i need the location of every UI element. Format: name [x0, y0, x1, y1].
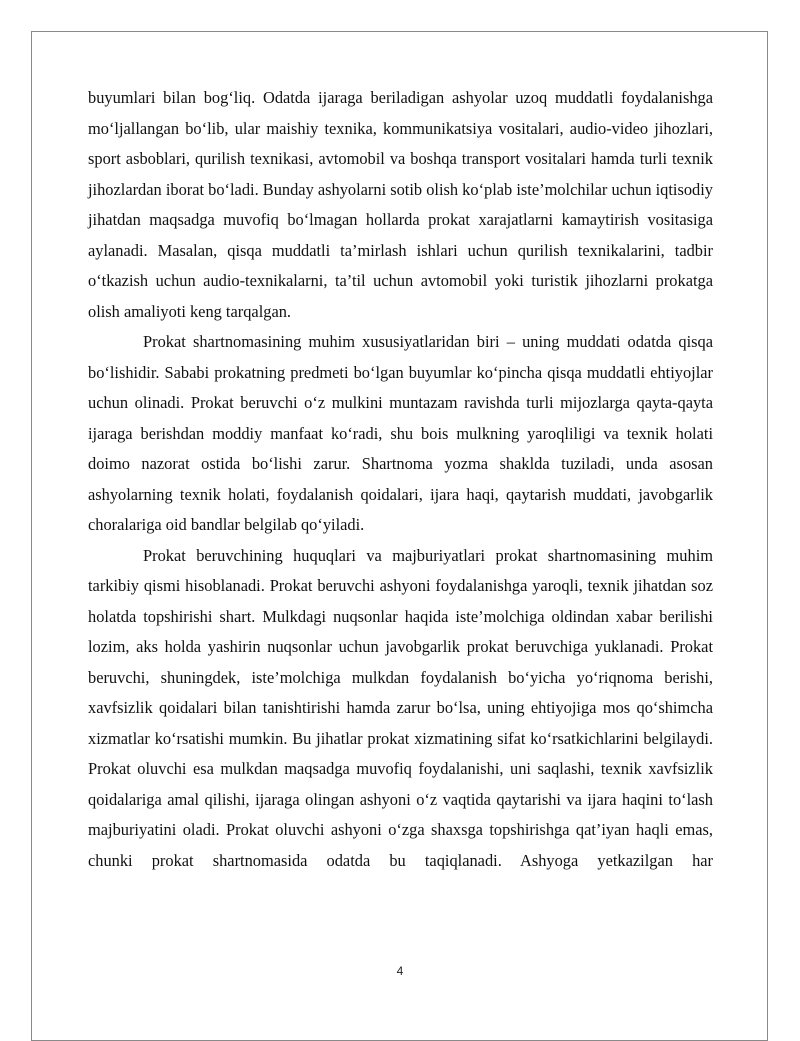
page-number: 4 — [396, 964, 404, 978]
paragraph-continued: buyumlari bilan bog‘liq. Odatda ijaraga beriladigan ashyolar uzoq muddatli foydalanishga mo‘ljallangan bo‘lib, ular maishiy texnika, kommunikatsiya vositalari, audio-video jihozlari, sport asboblari, qurilish texnikasi, avtomobil va boshqa transport vositalari hamda turli texnik jihozlardan iborat bo‘ladi. Bunday ashyolarni sotib olish ko‘plab iste’molchilar uchun iqtisodiy jihatdan maqsadga muvofiq bo‘lmagan hollarda prokat xarajatlarni kamaytirish vositasiga aylanadi. Masalan, qisqa muddatli ta’mirlash ishlari uchun qurilish texnikalarini, tadbir o‘tkazish uchun audio-texnikalarni, ta’til uchun avtomobil yoki turistik jihozlarni prokatga olish amaliyoti keng tarqalgan. — [88, 88, 714, 321]
paragraph-contract-term: Prokat shartnomasining muhim xususiyatlaridan biri – uning muddati odatda qisqa bo‘lishidir. Sababi prokatning predmeti bo‘lgan buyumlar ko‘pincha qisqa muddatli ehtiyojlar uchun olinadi. Prokat beruvchi o‘z mulkini muntazam ravishda turli mijozlarga qayta-qayta ijaraga berishdan moddiy manfaat ko‘radi, shu bois mulkning yaroqliligi va texnik holati doimo nazorat ostida bo‘lishi zarur. Shartnoma yozma shaklda tuziladi, unda asosan ashyolarning texnik holati, foydalanish qoidalari, ijara haqi, qaytarish muddati, javobgarlik choralariga oid bandlar belgilab qo‘yiladi. — [88, 332, 713, 534]
paragraph-rights-obligations: Prokat beruvchining huquqlari va majburiyatlari prokat shartnomasining muhim tarkibiy qismi hisoblanadi. Prokat beruvchi ashyoni foydalanishga yaroqli, texnik jihatdan soz holatda topshirishi shart. Mulkdagi nuqsonlar haqida iste’molchiga oldindan xabar berilishi lozim, aks holda yashirin nuqsonlar uchun javobgarlik prokat beruvchiga yuklanadi. Prokat beruvchi, shuningdek, iste’molchiga mulkdan foydalanish bo‘yicha yo‘riqnoma berishi, xavfsizlik qoidalari bilan tanishtirishi hamda zarur bo‘lsa, uning ehtiyojiga mos qo‘shimcha xizmatlar ko‘rsatishi mumkin. Bu jihatlar prokat xizmatining sifat ko‘rsatkichlarini belgilaydi. Prokat oluvchi esa mulkdan maqsadga muvofiq foydalanishi, uni saqlashi, texnik xavfsizlik qoidalariga amal qilishi, ijaraga olingan ashyoni o‘z vaqtida qaytarishi va ijara haqini to‘lash majburiyatini oladi. Prokat oluvchi ashyoni o‘zga shaxsga topshirishga qat’iyan haqli emas, chunki prokat shartnomasida odatda bu taqiqlanadi. Ashyoga yetkazilgan har — [88, 545, 713, 870]
body-text — [88, 83, 713, 876]
